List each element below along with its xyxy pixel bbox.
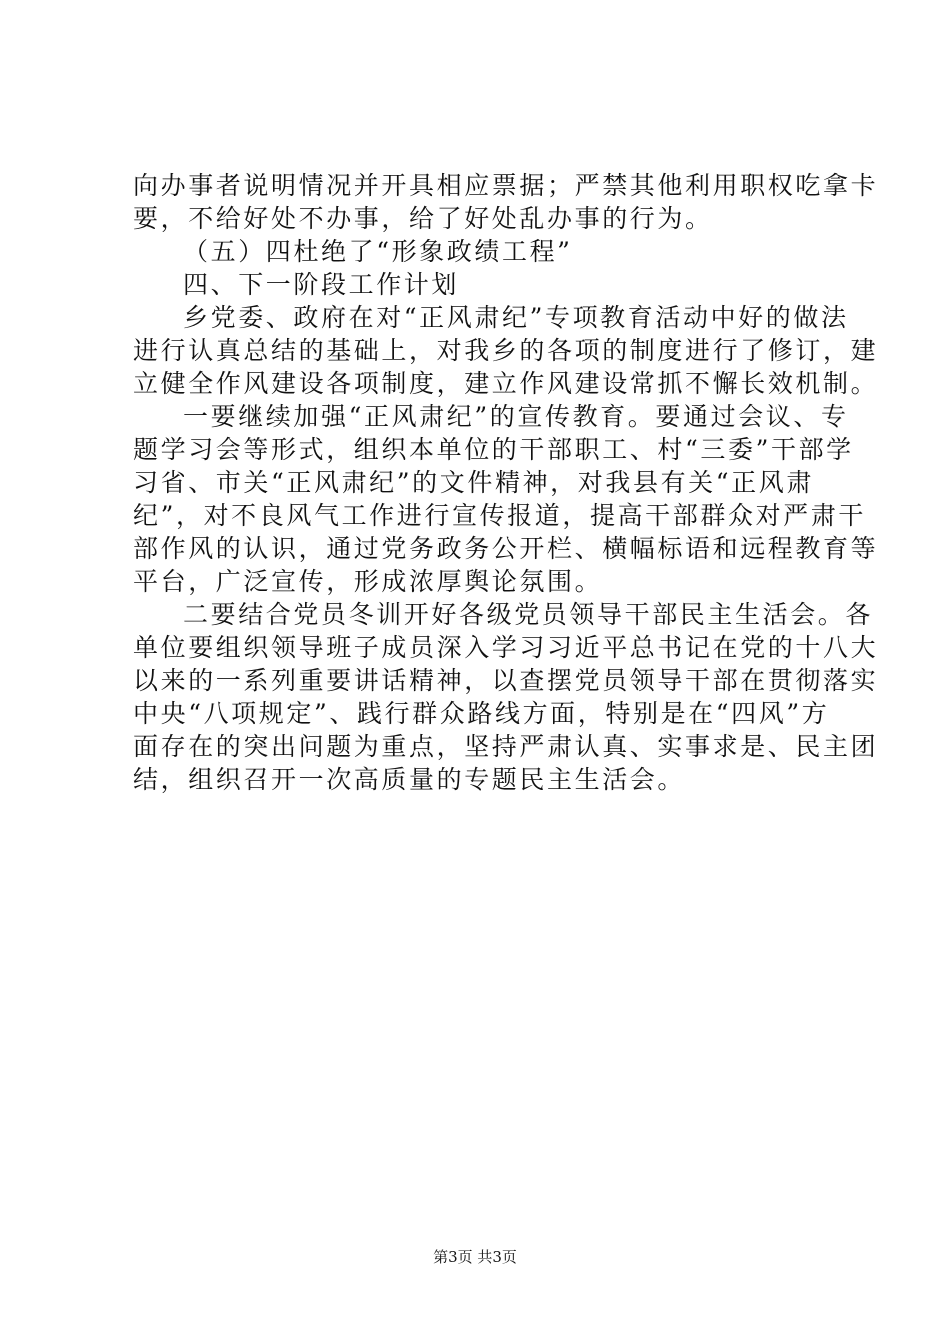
- section-heading: （五）四杜绝了“形象政绩工程”: [183, 237, 573, 266]
- text-line: 纪”，对不良风气工作进行宣传报道，提高干部群众对严肃干: [133, 501, 866, 530]
- text-line: 进行认真总结的基础上，对我乡的各项的制度进行了修订，建: [133, 336, 879, 365]
- paragraph-start: 一要继续加强“正风肃纪”的宣传教育。要通过会议、专: [183, 402, 849, 431]
- text-line: 面存在的突出问题为重点，坚持严肃认真、实事求是、民主团: [133, 732, 879, 761]
- text-line: 单位要组织领导班子成员深入学习习近平总书记在党的十八大: [133, 633, 879, 662]
- text-line: 结，组织召开一次高质量的专题民主生活会。: [133, 765, 686, 794]
- text-line: 要，不给好处不办事，给了好处乱办事的行为。: [133, 204, 713, 233]
- section-heading: 四、下一阶段工作计划: [183, 270, 460, 299]
- text-line: 题学习会等形式，组织本单位的干部职工、村“三委”干部学: [133, 435, 854, 464]
- text-line: 向办事者说明情况并开具相应票据；严禁其他利用职权吃拿卡: [133, 171, 879, 200]
- paragraph-start: 乡党委、政府在对“正风肃纪”专项教育活动中好的做法: [183, 303, 849, 332]
- text-line: 习省、市关“正风肃纪”的文件精神，对我县有关“正风肃: [133, 468, 814, 497]
- text-line: 立健全作风建设各项制度，建立作风建设常抓不懈长效机制。: [133, 369, 879, 398]
- text-line: 部作风的认识，通过党务政务公开栏、横幅标语和远程教育等: [133, 534, 879, 563]
- text-line: 以来的一系列重要讲话精神，以查摆党员领导干部在贯彻落实: [133, 666, 879, 695]
- page-number-footer: 第3页 共3页: [433, 1248, 517, 1266]
- text-line: 平台，广泛宣传，形成浓厚舆论氛围。: [133, 567, 603, 596]
- document-body: [133, 169, 879, 796]
- text-line: 中央“八项规定”、践行群众路线方面，特别是在“四风”方: [133, 699, 830, 728]
- paragraph-start: 二要结合党员冬训开好各级党员领导干部民主生活会。各: [183, 600, 874, 629]
